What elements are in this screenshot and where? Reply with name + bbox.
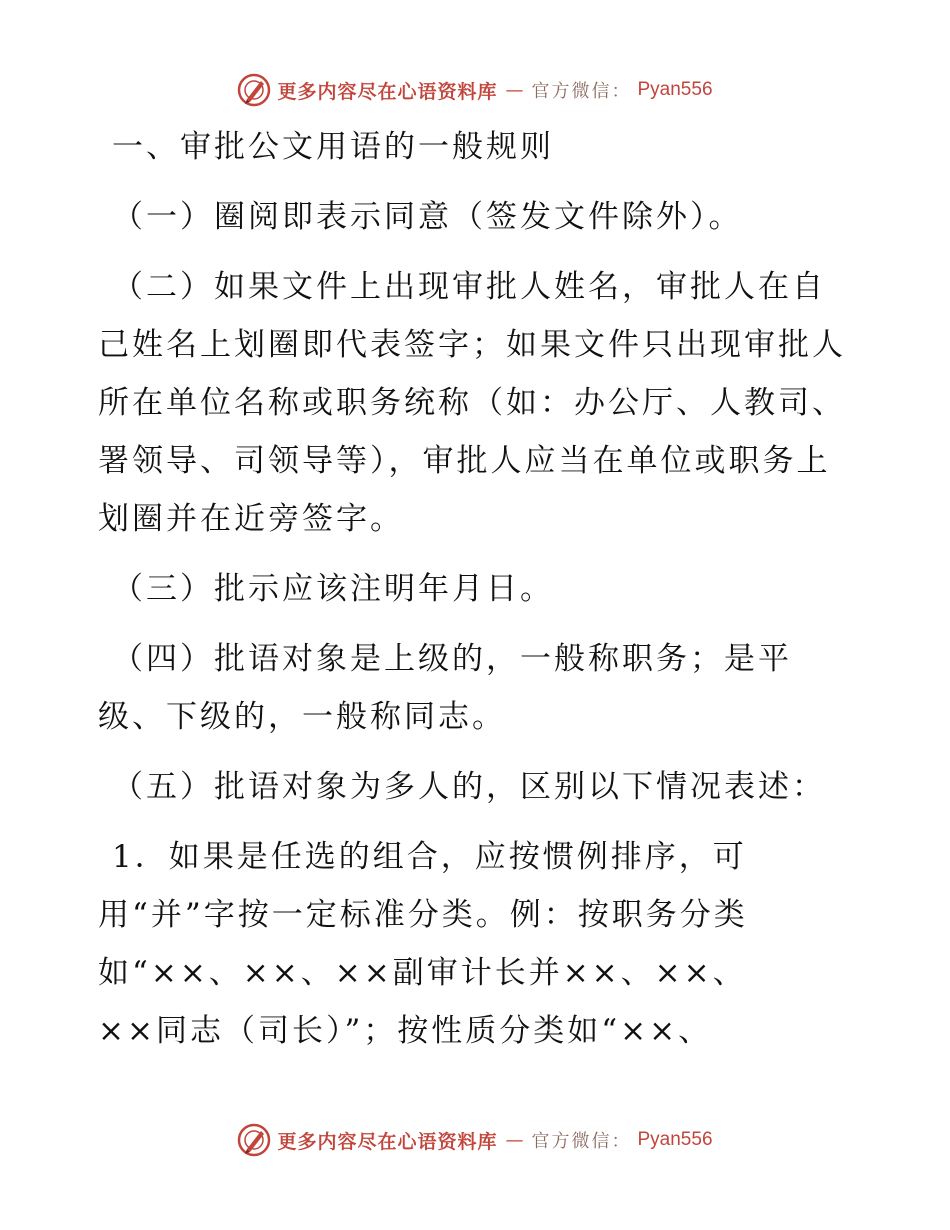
rule-2-line: （二）如果文件上出现审批人姓名，审批人在自 — [112, 269, 826, 305]
rule-5-item-1 — [98, 828, 858, 1060]
watermark-separator: — — [505, 79, 524, 101]
watermark-separator: — — [505, 1129, 524, 1151]
rule-2-line: 所在单位名称或职务统称（如：办公厅、人教司、 — [98, 385, 846, 421]
document-body — [98, 118, 858, 1060]
pen-logo-icon — [237, 1123, 271, 1157]
rule-2 — [98, 258, 858, 548]
item-1-line: 用“并”字按一定标准分类。例：按职务分类 — [98, 897, 748, 933]
section-heading: 一、审批公文用语的一般规则 — [112, 129, 554, 165]
watermark-wechat-id: Pyan556 — [637, 79, 713, 100]
watermark-top — [0, 70, 950, 110]
rule-4-line: （四）批语对象是上级的，一般称职务；是平 — [112, 641, 792, 677]
item-1-line: 如“××、××、××副审计长并××、××、 — [98, 955, 747, 991]
rule-4-line: 级、下级的，一般称同志。 — [98, 699, 506, 735]
rule-5: （五）批语对象为多人的，区别以下情况表述： — [112, 769, 826, 805]
item-1-line: ××同志（司长）”；按性质分类如“××、 — [98, 1013, 713, 1049]
watermark-wechat-id: Pyan556 — [637, 1129, 713, 1150]
watermark-text: 更多内容尽在心语资料库 — [277, 1130, 498, 1153]
item-1-line: 1．如果是任选的组合，应按惯例排序，可 — [112, 839, 747, 875]
watermark-official-label: 官方微信： — [531, 1131, 632, 1152]
rule-3: （三）批示应该注明年月日。 — [112, 571, 554, 607]
rule-2-line: 己姓名上划圈即代表签字；如果文件只出现审批人 — [98, 327, 846, 363]
watermark-text: 更多内容尽在心语资料库 — [277, 80, 498, 103]
pen-logo-icon — [237, 73, 271, 107]
rule-2-line: 划圈并在近旁签字。 — [98, 501, 404, 537]
rule-4 — [98, 630, 858, 746]
watermark-bottom — [0, 1120, 950, 1160]
rule-1: （一）圈阅即表示同意（签发文件除外）。 — [112, 199, 743, 235]
watermark-official-label: 官方微信： — [531, 81, 632, 102]
rule-2-line: 署领导、司领导等），审批人应当在单位或职务上 — [98, 443, 831, 479]
